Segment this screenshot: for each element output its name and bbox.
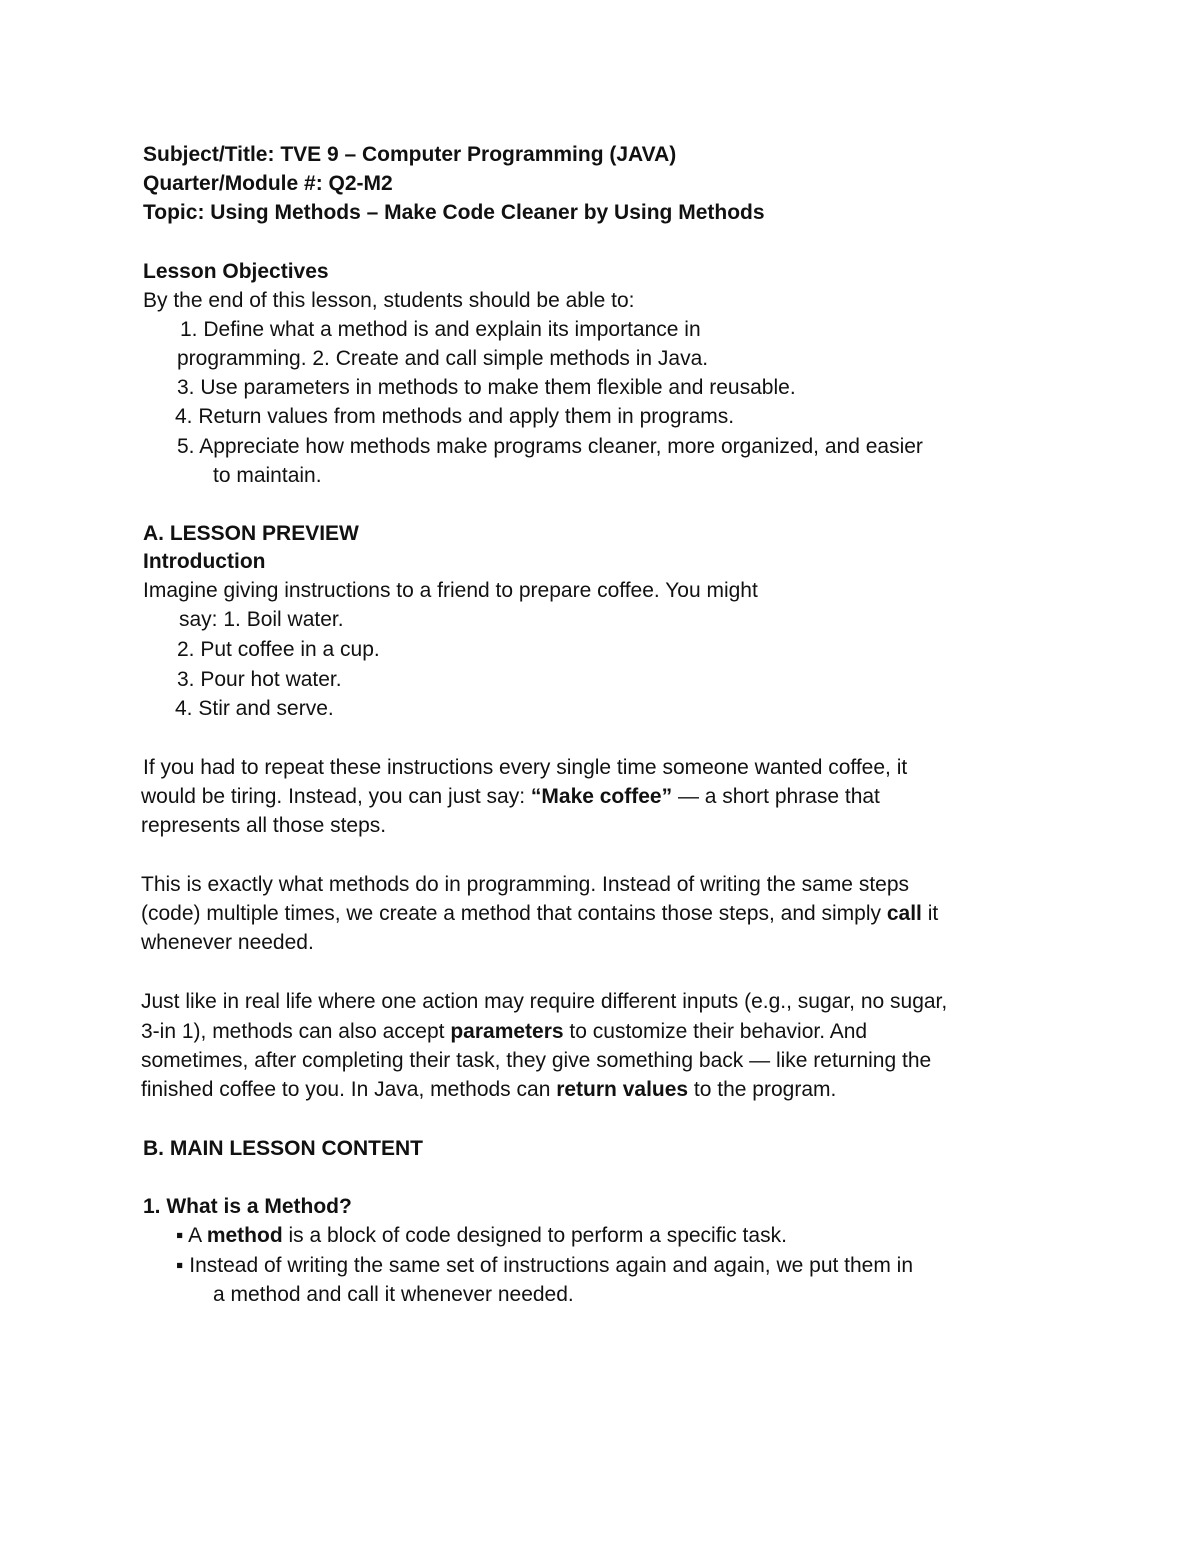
- bold-word: parameters: [450, 1020, 564, 1043]
- preview-heading: A. LESSON PREVIEW: [143, 522, 359, 545]
- topic-value: Using Methods – Make Code Cleaner by Using Methods: [210, 201, 765, 224]
- coffee-step: 4. Stir and serve.: [175, 697, 334, 720]
- text-span: to customize their behavior. And: [563, 1020, 868, 1043]
- paragraph-line: [141, 1018, 867, 1046]
- main-heading: B. MAIN LESSON CONTENT: [143, 1137, 424, 1160]
- objective-line: 1. Define what a method is and explain its importance in: [180, 318, 701, 341]
- text-span: ▪ A: [176, 1224, 207, 1247]
- text-span: finished coffee to you. In Java, methods can: [141, 1078, 557, 1101]
- intro-text: Imagine giving instructions to a friend to prepare coffee. You might: [143, 579, 758, 602]
- paragraph-line: [141, 783, 880, 811]
- subject-label: Subject/Title:: [143, 143, 275, 166]
- paragraph-line: This is exactly what methods do in programming. Instead of writing the same steps: [141, 873, 910, 896]
- bullet-item-continuation: a method and call it whenever needed.: [213, 1283, 574, 1306]
- objective-line: 3. Use parameters in methods to make them flexible and reusable.: [177, 376, 796, 399]
- bold-phrase: “Make coffee”: [530, 785, 673, 808]
- objective-line: programming. 2. Create and call simple methods in Java.: [177, 347, 709, 370]
- coffee-step: say: 1. Boil water.: [179, 608, 344, 631]
- quarter-line: [143, 170, 393, 198]
- quarter-value: Q2-M2: [328, 172, 393, 195]
- bullet-item: [176, 1222, 787, 1250]
- text-span: — a short phrase that: [672, 785, 880, 808]
- paragraph-line: whenever needed.: [141, 931, 314, 954]
- text-span: 3-in 1), methods can also accept: [141, 1020, 451, 1043]
- paragraph-line: If you had to repeat these instructions every single time someone wanted coffee, it: [143, 756, 908, 779]
- bold-phrase: return values: [556, 1078, 689, 1101]
- text-span: (code) multiple times, we create a method that contains those steps, and simply: [141, 902, 887, 925]
- topic-label: Topic:: [143, 201, 205, 224]
- introduction-heading: Introduction: [143, 550, 266, 573]
- objective-line: to maintain.: [213, 464, 322, 487]
- text-span: to the program.: [688, 1078, 837, 1101]
- paragraph-line: [141, 1076, 836, 1104]
- text-span: it: [921, 902, 939, 925]
- bold-word: method: [206, 1224, 283, 1247]
- paragraph-line: Just like in real life where one action may require different inputs (e.g., sugar, no sugar,: [141, 990, 948, 1013]
- subject-line: [143, 141, 676, 169]
- objective-line: 5. Appreciate how methods make programs cleaner, more organized, and easier: [177, 435, 923, 458]
- paragraph-line: represents all those steps.: [141, 814, 387, 837]
- objectives-intro: By the end of this lesson, students should be able to:: [143, 289, 635, 312]
- bullet-item: ▪ Instead of writing the same set of instructions again and again, we put them in: [176, 1254, 914, 1277]
- subject-value: TVE 9 – Computer Programming (JAVA): [280, 143, 677, 166]
- text-span: would be tiring. Instead, you can just say:: [141, 785, 531, 808]
- coffee-step: 3. Pour hot water.: [177, 668, 342, 691]
- paragraph-line: [141, 900, 938, 928]
- bold-word: call: [886, 902, 922, 925]
- topic-line: [143, 199, 765, 227]
- objective-line: 4. Return values from methods and apply them in programs.: [175, 405, 735, 428]
- paragraph-line: sometimes, after completing their task, they give something back — like returning the: [141, 1049, 932, 1072]
- objectives-heading: Lesson Objectives: [143, 260, 329, 283]
- text-span: is a block of code designed to perform a specific task.: [282, 1224, 787, 1247]
- section-heading: 1. What is a Method?: [143, 1195, 352, 1218]
- coffee-step: 2. Put coffee in a cup.: [177, 638, 380, 661]
- quarter-label: Quarter/Module #:: [143, 172, 323, 195]
